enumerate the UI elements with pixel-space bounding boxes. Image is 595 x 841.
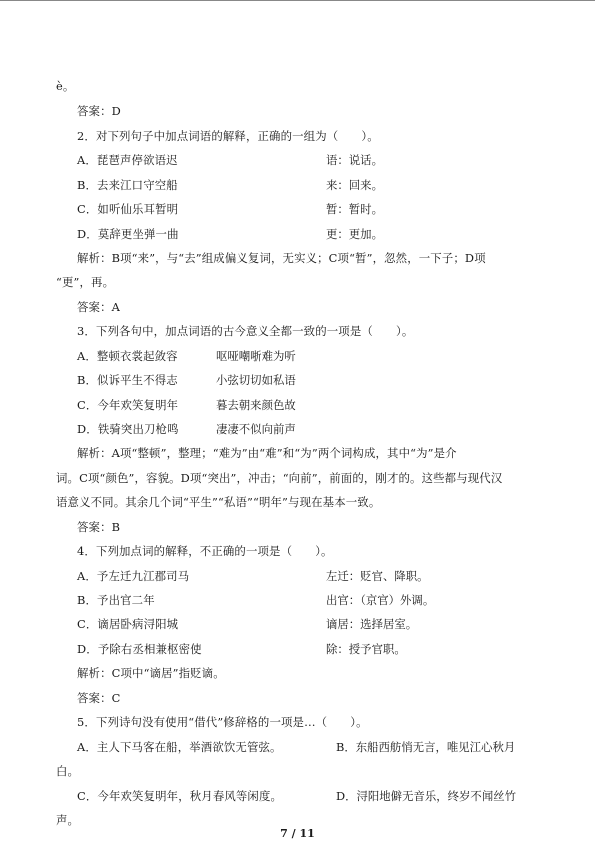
question-2: 2．对下列句子中加点词语的解释，正确的一组为（ ）。 — [77, 129, 379, 143]
explanation-2b: “更”，再。 — [56, 275, 115, 289]
answer-1: 答案：D — [77, 104, 121, 118]
explanation-2a: 解析：B项“来”，与“去”组成偏义复词，无实义；C项“暂”，忽然，一下子；D项 — [77, 251, 486, 265]
q4-option-c-note: 谪居：选择居室。 — [326, 617, 418, 631]
explanation-3a: 解析：A项“整顿”，整理；“难为”由“难”和“为”两个词构成，其中“为”是介 — [77, 446, 457, 460]
q3-option-c: C．今年欢笑复明年 — [77, 398, 179, 412]
q2-option-a-note: 语：说话。 — [326, 153, 383, 167]
q3-option-c-pair: 暮去朝来颜色故 — [216, 398, 296, 412]
q2-option-b-note: 来：回来。 — [326, 178, 383, 192]
q5-option-c: C．今年欢笑复明年，秋月春风等闲度。 — [77, 789, 283, 803]
q2-option-c-note: 暂：暂时。 — [326, 202, 383, 216]
q2-option-d: D．莫辞更坐弹一曲 — [77, 227, 179, 241]
q5-option-b-cont: 白。 — [56, 764, 80, 778]
explanation-4: 解析：C项中“谪居”指贬谪。 — [77, 666, 225, 680]
q4-option-c: C．谪居卧病浔阳城 — [77, 617, 179, 631]
explanation-3b: 词。C项“颜色”，容貌。D项“突出”，冲击；“向前”，前面的，刚才的。这些都与现代汉 — [56, 471, 503, 485]
answer-3: 答案：B — [77, 520, 121, 534]
q5-option-b: B．东船西舫悄无言，唯见江心秋月 — [336, 740, 516, 754]
q5-option-a: A．主人下马客在船，举酒欲饮无管弦。 — [77, 740, 282, 754]
q2-option-d-note: 更：更加。 — [326, 227, 383, 241]
q4-option-b-note: 出官：（京官）外调。 — [326, 593, 435, 607]
q5-option-d-cont: 声。 — [56, 813, 80, 827]
text-line: è。 — [56, 79, 75, 93]
q3-option-b-pair: 小弦切切如私语 — [216, 373, 296, 387]
q3-option-a-pair: 呕哑嘲哳难为听 — [216, 349, 296, 363]
q2-option-b: B．去来江口守空船 — [77, 178, 178, 192]
q5-option-d: D．浔阳地僻无音乐，终岁不闻丝竹 — [336, 789, 516, 803]
answer-2: 答案：A — [77, 300, 120, 314]
q3-option-d: D．铁骑突出刀枪鸣 — [77, 422, 179, 436]
answer-4: 答案：C — [77, 691, 121, 705]
q4-option-b: B．予出官二年 — [77, 593, 155, 607]
question-3: 3．下列各句中，加点词语的古今意义全都一致的一项是（ ）。 — [77, 324, 414, 338]
explanation-3c: 语意义不同。其余几个词“平生”“私语”“明年”与现在基本一致。 — [56, 495, 381, 509]
question-4: 4．下列加点词的解释，不正确的一项是（ ）。 — [77, 544, 333, 558]
q2-option-c: C．如听仙乐耳暂明 — [77, 202, 179, 216]
q4-option-a-note: 左迁：贬官、降职。 — [326, 569, 429, 583]
q4-option-a: A．予左迁九江郡司马 — [77, 569, 190, 583]
q3-option-b: B．似诉平生不得志 — [77, 373, 178, 387]
page-number: 7 / 11 — [280, 827, 315, 840]
q4-option-d: D．予除右丞相兼枢密使 — [77, 642, 202, 656]
q3-option-a: A．整顿衣裳起敛容 — [77, 349, 178, 363]
question-5: 5．下列诗句没有使用“借代”修辞格的一项是…（ ）。 — [77, 715, 368, 729]
q2-option-a: A．琵琶声停欲语迟 — [77, 153, 178, 167]
q3-option-d-pair: 凄凄不似向前声 — [216, 422, 296, 436]
q4-option-d-note: 除：授予官职。 — [326, 642, 406, 656]
